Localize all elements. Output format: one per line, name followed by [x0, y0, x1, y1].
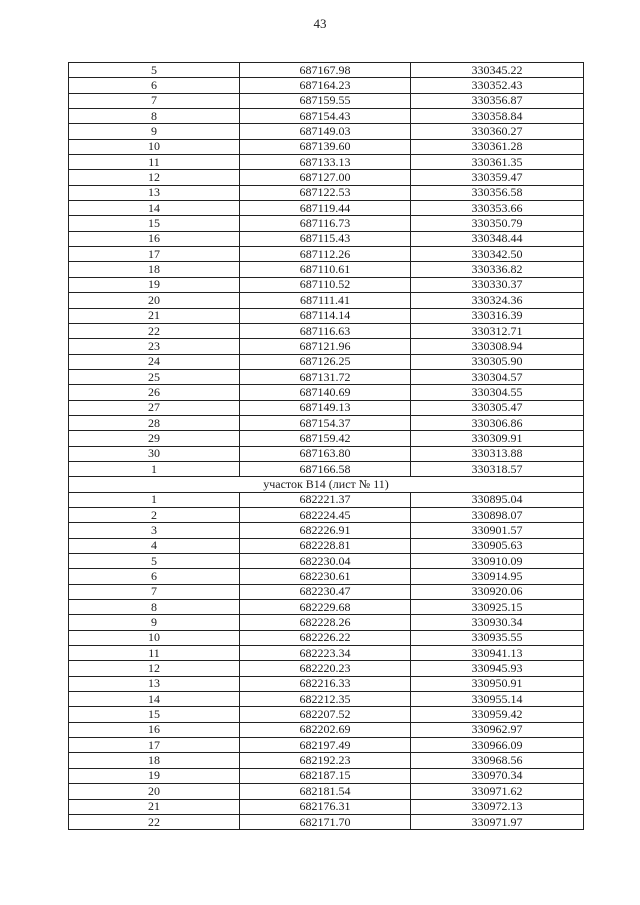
point-number-cell: 7 — [69, 584, 240, 599]
y-coordinate-cell: 330313.88 — [411, 446, 584, 461]
table-row — [69, 569, 584, 584]
x-coordinate-cell: 687163.80 — [240, 446, 411, 461]
y-coordinate-cell: 330971.62 — [411, 784, 584, 799]
y-coordinate-cell: 330336.82 — [411, 262, 584, 277]
x-coordinate-cell: 682230.04 — [240, 554, 411, 569]
y-coordinate-cell: 330968.56 — [411, 753, 584, 768]
x-coordinate-cell: 682216.33 — [240, 676, 411, 691]
y-coordinate-cell: 330312.71 — [411, 323, 584, 338]
x-coordinate-cell: 682228.26 — [240, 615, 411, 630]
x-coordinate-cell: 687154.37 — [240, 415, 411, 430]
x-coordinate-cell: 687166.58 — [240, 461, 411, 476]
x-coordinate-cell: 682181.54 — [240, 784, 411, 799]
point-number-cell: 19 — [69, 277, 240, 292]
table-row — [69, 201, 584, 216]
x-coordinate-cell: 682207.52 — [240, 707, 411, 722]
x-coordinate-cell: 682230.61 — [240, 569, 411, 584]
point-number-cell: 9 — [69, 615, 240, 630]
point-number-cell: 18 — [69, 753, 240, 768]
y-coordinate-cell: 330895.04 — [411, 492, 584, 507]
point-number-cell: 27 — [69, 400, 240, 415]
table-row — [69, 78, 584, 93]
x-coordinate-cell: 687167.98 — [240, 63, 411, 78]
y-coordinate-cell: 330356.87 — [411, 93, 584, 108]
table-row — [69, 155, 584, 170]
x-coordinate-cell: 682226.91 — [240, 523, 411, 538]
point-number-cell: 5 — [69, 63, 240, 78]
x-coordinate-cell: 687159.42 — [240, 431, 411, 446]
y-coordinate-cell: 330318.57 — [411, 461, 584, 476]
x-coordinate-cell: 687115.43 — [240, 231, 411, 246]
x-coordinate-cell: 687111.41 — [240, 293, 411, 308]
y-coordinate-cell: 330361.28 — [411, 139, 584, 154]
x-coordinate-cell: 682202.69 — [240, 722, 411, 737]
x-coordinate-cell: 687114.14 — [240, 308, 411, 323]
table-row — [69, 293, 584, 308]
point-number-cell: 13 — [69, 676, 240, 691]
table-row — [69, 523, 584, 538]
point-number-cell: 15 — [69, 216, 240, 231]
y-coordinate-cell: 330353.66 — [411, 201, 584, 216]
x-coordinate-cell: 682197.49 — [240, 738, 411, 753]
point-number-cell: 17 — [69, 247, 240, 262]
x-coordinate-cell: 687131.72 — [240, 369, 411, 384]
point-number-cell: 20 — [69, 293, 240, 308]
y-coordinate-cell: 330925.15 — [411, 600, 584, 615]
point-number-cell: 30 — [69, 446, 240, 461]
point-number-cell: 28 — [69, 415, 240, 430]
y-coordinate-cell: 330950.91 — [411, 676, 584, 691]
x-coordinate-cell: 687119.44 — [240, 201, 411, 216]
table-row — [69, 415, 584, 430]
y-coordinate-cell: 330905.63 — [411, 538, 584, 553]
x-coordinate-cell: 687110.61 — [240, 262, 411, 277]
table-row — [69, 385, 584, 400]
y-coordinate-cell: 330972.13 — [411, 799, 584, 814]
point-number-cell: 12 — [69, 170, 240, 185]
table-row — [69, 492, 584, 507]
y-coordinate-cell: 330348.44 — [411, 231, 584, 246]
point-number-cell: 7 — [69, 93, 240, 108]
table-row — [69, 139, 584, 154]
table-row — [69, 339, 584, 354]
x-coordinate-cell: 687149.03 — [240, 124, 411, 139]
x-coordinate-cell: 687164.23 — [240, 78, 411, 93]
point-number-cell: 12 — [69, 661, 240, 676]
point-number-cell: 2 — [69, 507, 240, 522]
x-coordinate-cell: 687110.52 — [240, 277, 411, 292]
x-coordinate-cell: 682230.47 — [240, 584, 411, 599]
y-coordinate-cell: 330350.79 — [411, 216, 584, 231]
table-row — [69, 185, 584, 200]
y-coordinate-cell: 330304.57 — [411, 369, 584, 384]
point-number-cell: 10 — [69, 630, 240, 645]
table-row — [69, 722, 584, 737]
table-row — [69, 692, 584, 707]
table-row — [69, 124, 584, 139]
y-coordinate-cell: 330304.55 — [411, 385, 584, 400]
point-number-cell: 22 — [69, 323, 240, 338]
table-row — [69, 461, 584, 476]
point-number-cell: 20 — [69, 784, 240, 799]
table-row — [69, 799, 584, 814]
table-row — [69, 323, 584, 338]
x-coordinate-cell: 687159.55 — [240, 93, 411, 108]
table-row — [69, 707, 584, 722]
coordinates-table-body — [69, 63, 584, 830]
page-number: 43 — [313, 16, 327, 31]
point-number-cell: 15 — [69, 707, 240, 722]
y-coordinate-cell: 330305.90 — [411, 354, 584, 369]
table-row — [69, 538, 584, 553]
y-coordinate-cell: 330935.55 — [411, 630, 584, 645]
table-row — [69, 93, 584, 108]
x-coordinate-cell: 687133.13 — [240, 155, 411, 170]
point-number-cell: 17 — [69, 738, 240, 753]
table-row — [69, 661, 584, 676]
point-number-cell: 3 — [69, 523, 240, 538]
coordinates-table — [68, 62, 584, 830]
table-row — [69, 784, 584, 799]
table-row — [69, 814, 584, 829]
section-title: участок B14 (лист № 11) — [69, 477, 584, 492]
y-coordinate-cell: 330352.43 — [411, 78, 584, 93]
table-row — [69, 400, 584, 415]
y-coordinate-cell: 330920.06 — [411, 584, 584, 599]
y-coordinate-cell: 330306.86 — [411, 415, 584, 430]
point-number-cell: 23 — [69, 339, 240, 354]
y-coordinate-cell: 330358.84 — [411, 109, 584, 124]
table-row — [69, 554, 584, 569]
table-row — [69, 753, 584, 768]
point-number-cell: 18 — [69, 262, 240, 277]
table-row — [69, 308, 584, 323]
x-coordinate-cell: 682176.31 — [240, 799, 411, 814]
point-number-cell: 5 — [69, 554, 240, 569]
table-row — [69, 170, 584, 185]
x-coordinate-cell: 682192.23 — [240, 753, 411, 768]
y-coordinate-cell: 330901.57 — [411, 523, 584, 538]
x-coordinate-cell: 687140.69 — [240, 385, 411, 400]
table-row — [69, 630, 584, 645]
y-coordinate-cell: 330308.94 — [411, 339, 584, 354]
point-number-cell: 1 — [69, 461, 240, 476]
point-number-cell: 16 — [69, 722, 240, 737]
point-number-cell: 22 — [69, 814, 240, 829]
x-coordinate-cell: 682226.22 — [240, 630, 411, 645]
point-number-cell: 21 — [69, 799, 240, 814]
x-coordinate-cell: 682223.34 — [240, 646, 411, 661]
y-coordinate-cell: 330360.27 — [411, 124, 584, 139]
table-row — [69, 354, 584, 369]
table-row — [69, 231, 584, 246]
y-coordinate-cell: 330966.09 — [411, 738, 584, 753]
x-coordinate-cell: 687112.26 — [240, 247, 411, 262]
y-coordinate-cell: 330930.34 — [411, 615, 584, 630]
point-number-cell: 6 — [69, 569, 240, 584]
x-coordinate-cell: 682229.68 — [240, 600, 411, 615]
x-coordinate-cell: 682224.45 — [240, 507, 411, 522]
y-coordinate-cell: 330309.91 — [411, 431, 584, 446]
y-coordinate-cell: 330962.97 — [411, 722, 584, 737]
point-number-cell: 13 — [69, 185, 240, 200]
y-coordinate-cell: 330945.93 — [411, 661, 584, 676]
x-coordinate-cell: 682212.35 — [240, 692, 411, 707]
table-row — [69, 216, 584, 231]
x-coordinate-cell: 687126.25 — [240, 354, 411, 369]
table-row — [69, 676, 584, 691]
y-coordinate-cell: 330959.42 — [411, 707, 584, 722]
point-number-cell: 8 — [69, 600, 240, 615]
table-row — [69, 584, 584, 599]
point-number-cell: 16 — [69, 231, 240, 246]
point-number-cell: 14 — [69, 201, 240, 216]
x-coordinate-cell: 687139.60 — [240, 139, 411, 154]
x-coordinate-cell: 687121.96 — [240, 339, 411, 354]
y-coordinate-cell: 330330.37 — [411, 277, 584, 292]
x-coordinate-cell: 682221.37 — [240, 492, 411, 507]
x-coordinate-cell: 687127.00 — [240, 170, 411, 185]
table-row — [69, 600, 584, 615]
x-coordinate-cell: 687154.43 — [240, 109, 411, 124]
y-coordinate-cell: 330910.09 — [411, 554, 584, 569]
y-coordinate-cell: 330345.22 — [411, 63, 584, 78]
x-coordinate-cell: 687116.73 — [240, 216, 411, 231]
y-coordinate-cell: 330305.47 — [411, 400, 584, 415]
table-row — [69, 262, 584, 277]
point-number-cell: 24 — [69, 354, 240, 369]
y-coordinate-cell: 330955.14 — [411, 692, 584, 707]
point-number-cell: 21 — [69, 308, 240, 323]
x-coordinate-cell: 687116.63 — [240, 323, 411, 338]
point-number-cell: 11 — [69, 646, 240, 661]
point-number-cell: 25 — [69, 369, 240, 384]
point-number-cell: 1 — [69, 492, 240, 507]
table-row — [69, 615, 584, 630]
point-number-cell: 11 — [69, 155, 240, 170]
table-row — [69, 63, 584, 78]
y-coordinate-cell: 330361.35 — [411, 155, 584, 170]
table-row — [69, 247, 584, 262]
point-number-cell: 10 — [69, 139, 240, 154]
y-coordinate-cell: 330342.50 — [411, 247, 584, 262]
table-row — [69, 768, 584, 783]
y-coordinate-cell: 330941.13 — [411, 646, 584, 661]
x-coordinate-cell: 682220.23 — [240, 661, 411, 676]
y-coordinate-cell: 330359.47 — [411, 170, 584, 185]
point-number-cell: 14 — [69, 692, 240, 707]
y-coordinate-cell: 330914.95 — [411, 569, 584, 584]
x-coordinate-cell: 682187.15 — [240, 768, 411, 783]
point-number-cell: 8 — [69, 109, 240, 124]
point-number-cell: 4 — [69, 538, 240, 553]
y-coordinate-cell: 330970.34 — [411, 768, 584, 783]
x-coordinate-cell: 687122.53 — [240, 185, 411, 200]
point-number-cell: 26 — [69, 385, 240, 400]
table-row — [69, 109, 584, 124]
table-row — [69, 431, 584, 446]
section-header-row — [69, 477, 584, 492]
y-coordinate-cell: 330324.36 — [411, 293, 584, 308]
table-row — [69, 369, 584, 384]
point-number-cell: 9 — [69, 124, 240, 139]
point-number-cell: 6 — [69, 78, 240, 93]
table-row — [69, 738, 584, 753]
table-row — [69, 646, 584, 661]
y-coordinate-cell: 330971.97 — [411, 814, 584, 829]
y-coordinate-cell: 330898.07 — [411, 507, 584, 522]
x-coordinate-cell: 687149.13 — [240, 400, 411, 415]
point-number-cell: 29 — [69, 431, 240, 446]
y-coordinate-cell: 330316.39 — [411, 308, 584, 323]
table-row — [69, 277, 584, 292]
table-row — [69, 446, 584, 461]
point-number-cell: 19 — [69, 768, 240, 783]
x-coordinate-cell: 682228.81 — [240, 538, 411, 553]
y-coordinate-cell: 330356.58 — [411, 185, 584, 200]
x-coordinate-cell: 682171.70 — [240, 814, 411, 829]
table-row — [69, 507, 584, 522]
